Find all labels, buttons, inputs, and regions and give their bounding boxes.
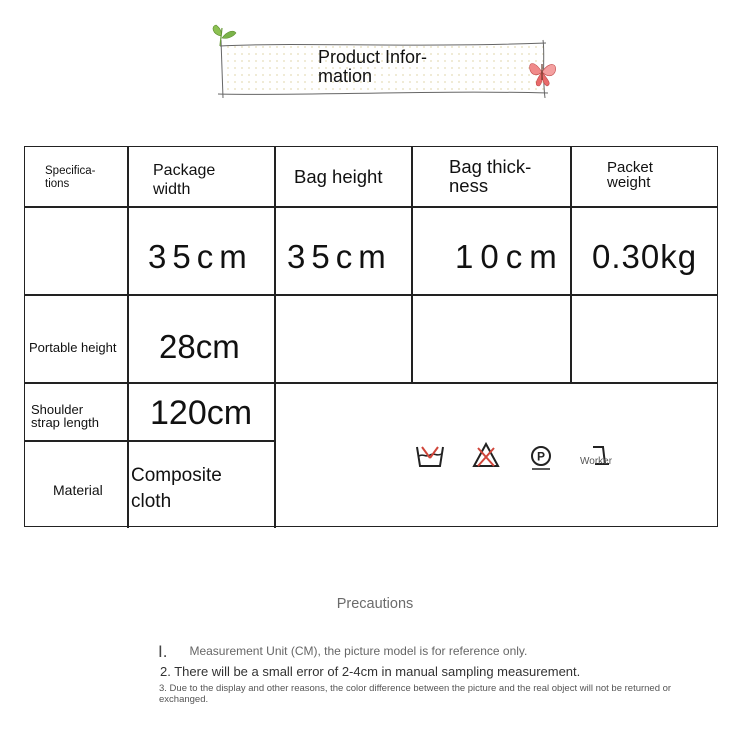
product-info-banner	[212, 24, 560, 102]
hand-wash-icon	[415, 444, 445, 470]
value-portable-height: 28cm	[159, 328, 240, 365]
value-package-width: 35cm	[148, 238, 253, 275]
dry-clean-p-icon	[529, 445, 553, 471]
svg-text:P: P	[536, 449, 546, 464]
spec-table	[24, 146, 718, 527]
col-header-package-width: Package width	[153, 162, 216, 198]
col-header-bag-height: Bag height	[294, 166, 383, 187]
value-shoulder-strap-length: 120cm	[150, 394, 253, 432]
value-material: Composite cloth	[131, 465, 222, 512]
label-shoulder-strap-length: Shoulder strap length	[31, 402, 99, 430]
precaution-item-1-number: I.	[158, 642, 168, 661]
row-label-specifications: Specifica- tions	[45, 165, 96, 190]
precaution-item-1-text: Measurement Unit (CM), the picture model is for reference only.	[189, 644, 528, 658]
precaution-item-1	[158, 640, 527, 660]
care-worker-label: Worker	[580, 456, 613, 467]
precaution-item-3: 3. Due to the display and other reasons, the color difference between the picture and the real object will not be returned or exchanged.	[159, 683, 672, 705]
value-packet-weight: 0.30kg	[592, 238, 698, 275]
value-bag-thickness: 10cm	[455, 238, 564, 275]
label-material: Material	[53, 482, 103, 498]
col-header-bag-thickness: Bag thick- ness	[449, 156, 532, 196]
label-portable-height: Portable height	[29, 340, 117, 355]
precaution-item-2: 2. There will be a small error of 2-4cm in manual sampling measurement.	[160, 664, 581, 679]
leaf-icon	[213, 25, 236, 46]
banner-title: Product Infor- mation	[318, 47, 428, 86]
value-bag-height: 35cm	[287, 238, 392, 275]
do-not-bleach-icon	[472, 442, 500, 470]
precautions-title: Precautions	[336, 596, 414, 612]
col-header-packet-weight: Packet weight	[607, 159, 653, 191]
